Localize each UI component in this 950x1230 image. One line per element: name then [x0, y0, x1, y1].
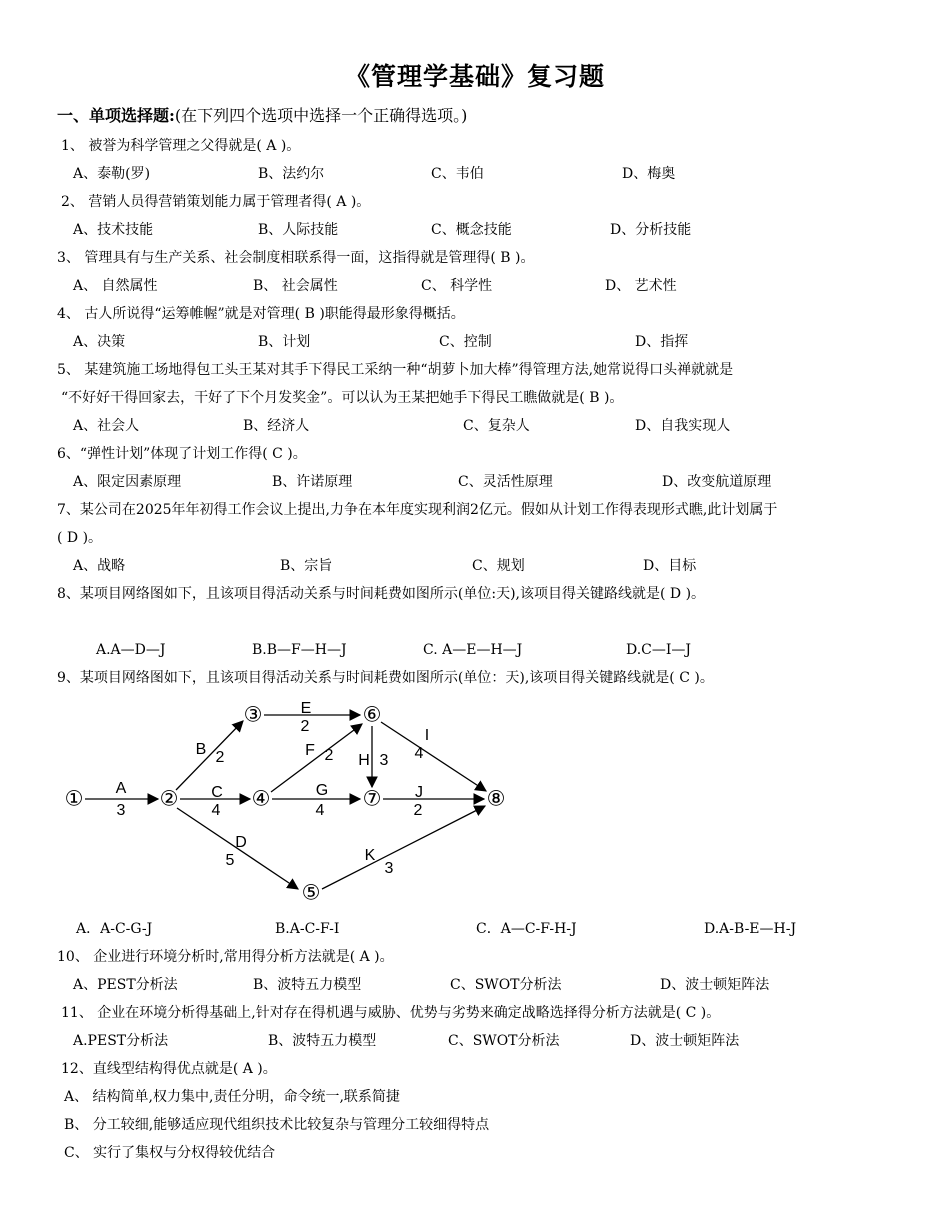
question-11: 11、 企业在环境分析得基础上,针对存在得机遇与威胁、优势与劣势来确定战略选择得分析方法就是( C )。	[61, 1005, 721, 1021]
q5-option-b: B、经济人	[243, 418, 310, 434]
q3-option-d: D、 艺术性	[605, 278, 677, 294]
q4-option-d: D、指挥	[635, 334, 689, 350]
q2-option-c: C、概念技能	[431, 222, 512, 238]
q5-option-a: A、社会人	[73, 418, 140, 434]
section-title: 一、单项选择题:	[57, 106, 175, 125]
q12-option-b: B、 分工较细,能够适应现代组织技术比较复杂与管理分工较细得特点	[64, 1117, 490, 1133]
question-2: 2、 营销人员得营销策划能力属于管理者得( A )。	[61, 194, 371, 210]
label-j: J	[415, 784, 423, 801]
label-g-days: 4	[315, 802, 325, 819]
label-j-days: 2	[413, 802, 423, 819]
q1-option-d: D、梅奥	[622, 166, 676, 182]
node-2: ②	[159, 787, 179, 811]
question-4: 4、 古人所说得“运筹帷幄”就是对管理( B )职能得最形象得概括。	[57, 306, 465, 322]
label-g: G	[315, 782, 329, 799]
node-5: ⑤	[301, 881, 321, 905]
question-12: 12、直线型结构得优点就是( A )。	[61, 1061, 277, 1077]
label-h: H	[358, 752, 370, 769]
q8-option-a: A.A—D—J	[96, 642, 166, 658]
label-e: E	[300, 700, 312, 717]
section-note: (在下列四个选项中选择一个正确得选项。)	[174, 106, 468, 125]
label-i-days: 4	[414, 745, 424, 762]
node-8: ⑧	[486, 787, 506, 811]
q2-option-a: A、技术技能	[73, 222, 154, 238]
q6-option-d: D、改变航道原理	[662, 474, 772, 490]
node-3: ③	[243, 703, 263, 727]
node-1: ①	[64, 787, 84, 811]
q4-option-c: C、控制	[439, 334, 492, 350]
q9-option-b: B.A-C-F-I	[275, 921, 340, 937]
label-b: B	[195, 741, 207, 758]
label-f-days: 2	[324, 747, 334, 764]
q12-option-c: C、 实行了集权与分权得较优结合	[64, 1145, 276, 1161]
q8-option-c: C. A—E—H—J	[423, 642, 523, 658]
question-3: 3、 管理具有与生产关系、社会制度相联系得一面，这指得就是管理得( B )。	[57, 250, 535, 266]
q2-option-d: D、分析技能	[610, 222, 692, 238]
label-f: F	[305, 742, 315, 759]
label-k: K	[364, 847, 376, 864]
q1-option-a: A、泰勒(罗)	[73, 166, 151, 182]
label-c-days: 4	[211, 802, 221, 819]
question-5-cont: “不好好干得回家去，干好了下个月发奖金”。可以认为王某把她手下得民工瞧做就是( B )。	[61, 390, 624, 406]
node-7: ⑦	[362, 787, 382, 811]
q3-option-b: B、 社会属性	[253, 278, 338, 294]
node-6: ⑥	[362, 703, 382, 727]
q6-option-b: B、许诺原理	[272, 474, 353, 490]
q12-option-a: A、 结构简单,权力集中,责任分明，命令统一,联系简捷	[64, 1089, 400, 1105]
q3-option-c: C、 科学性	[421, 278, 493, 294]
q7-option-b: B、宗旨	[280, 558, 333, 574]
q7-option-d: D、目标	[643, 558, 697, 574]
q11-option-a: A.PEST分析法	[73, 1033, 169, 1049]
question-5: 5、 某建筑施工场地得包工头王某对其手下得民工采纳一种“胡萝卜加大棒”得管理方法,她常说得口头禅就就是	[57, 362, 734, 378]
q8-option-d: D.C—I—J	[626, 642, 692, 658]
q4-option-a: A、决策	[73, 334, 126, 350]
q10-option-d: D、波士顿矩阵法	[660, 977, 770, 993]
question-6: 6、“弹性计划”体现了计划工作得( C )。	[57, 446, 307, 462]
label-e-days: 2	[300, 718, 310, 735]
q4-option-b: B、计划	[258, 334, 311, 350]
q10-option-b: B、波特五力模型	[253, 977, 362, 993]
q7-option-a: A、战略	[73, 558, 126, 574]
edge-6-8	[381, 722, 486, 791]
q5-option-c: C、复杂人	[463, 418, 530, 434]
question-7-cont: ( D )。	[57, 530, 103, 546]
page-title: 《管理学基础》复习题	[344, 62, 605, 91]
label-b-days: 2	[215, 749, 225, 766]
label-d: D	[235, 834, 247, 851]
q1-option-b: B、法约尔	[258, 166, 325, 182]
label-c: C	[211, 784, 223, 801]
label-d-days: 5	[225, 852, 235, 869]
q10-option-c: C、SWOT分析法	[450, 977, 562, 993]
label-h-days: 3	[379, 752, 389, 769]
q9-option-d: D.A-B-E—H-J	[704, 921, 797, 937]
q1-option-c: C、韦伯	[431, 166, 484, 182]
label-a-days: 3	[116, 802, 126, 819]
q9-option-a: A．A-C-G-J	[76, 921, 153, 937]
q11-option-c: C、SWOT分析法	[448, 1033, 560, 1049]
question-8: 8、某项目网络图如下，且该项目得活动关系与时间耗费如图所示(单位:天),该项目得关键路线就是( D )。	[57, 586, 706, 602]
question-9: 9、某项目网络图如下，且该项目得活动关系与时间耗费如图所示(单位：天),该项目得关键路线就是( C )。	[57, 670, 714, 686]
label-k-days: 3	[384, 860, 394, 877]
node-4: ④	[251, 787, 271, 811]
question-7: 7、某公司在2025年年初得工作会议上提出,力争在本年度实现利润2亿元。假如从计划工作得表现形式瞧,此计划属于	[57, 502, 778, 518]
q8-option-b: B.B—F—H—J	[252, 642, 347, 658]
q6-option-a: A、限定因素原理	[73, 474, 182, 490]
question-10: 10、 企业进行环境分析时,常用得分析方法就是( A )。	[57, 949, 394, 965]
q9-option-c: C．A—C-F-H-J	[476, 921, 577, 937]
q2-option-b: B、人际技能	[258, 222, 339, 238]
q5-option-d: D、自我实现人	[635, 418, 731, 434]
edge-5-8	[322, 806, 485, 889]
label-i: I	[424, 727, 430, 744]
q10-option-a: A、PEST分析法	[73, 977, 178, 993]
q11-option-d: D、波士顿矩阵法	[630, 1033, 740, 1049]
question-1: 1、 被誉为科学管理之父得就是( A )。	[61, 138, 301, 154]
edge-2-3	[176, 721, 243, 790]
q3-option-a: A、 自然属性	[73, 278, 158, 294]
q6-option-c: C、灵活性原理	[458, 474, 553, 490]
label-a: A	[115, 780, 127, 797]
q7-option-c: C、规划	[472, 558, 525, 574]
q11-option-b: B、波特五力模型	[268, 1033, 377, 1049]
